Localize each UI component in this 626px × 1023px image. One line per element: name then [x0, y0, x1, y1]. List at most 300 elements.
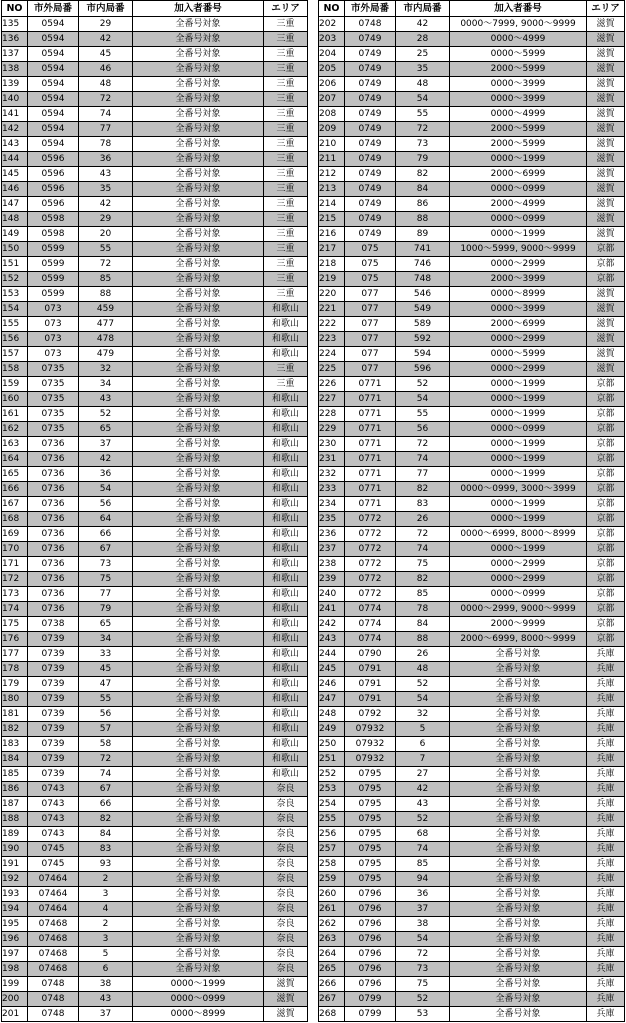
cell-area-code: 0598	[28, 227, 79, 242]
cell-no: 259	[319, 872, 345, 887]
cell-no: 163	[2, 437, 28, 452]
cell-no: 219	[319, 272, 345, 287]
cell-area: 和歌山	[264, 422, 308, 437]
cell-area: 和歌山	[264, 707, 308, 722]
cell-exchange-code: 43	[396, 797, 450, 812]
cell-area: 和歌山	[264, 737, 308, 752]
cell-area: 京都	[587, 257, 625, 272]
table-row	[319, 767, 625, 782]
table-row	[319, 692, 625, 707]
cell-area-code: 0594	[28, 17, 79, 32]
table-row	[2, 512, 308, 527]
cell-area: 三重	[264, 92, 308, 107]
cell-area: 三重	[264, 182, 308, 197]
cell-subscriber-number: 全番号対象	[133, 632, 264, 647]
table-row	[2, 542, 308, 557]
cell-subscriber-number: 全番号対象	[450, 677, 587, 692]
cell-exchange-code: 52	[396, 377, 450, 392]
cell-area-code: 07932	[345, 722, 396, 737]
table-body-right	[319, 17, 625, 1022]
table-row	[2, 197, 308, 212]
cell-no: 151	[2, 257, 28, 272]
cell-exchange-code: 83	[396, 497, 450, 512]
cell-no: 194	[2, 902, 28, 917]
cell-exchange-code: 56	[396, 422, 450, 437]
cell-no: 202	[319, 17, 345, 32]
cell-no: 221	[319, 302, 345, 317]
cell-subscriber-number: 全番号対象	[133, 767, 264, 782]
table-row	[2, 1007, 308, 1022]
table-row	[2, 677, 308, 692]
cell-area-code: 0739	[28, 737, 79, 752]
cell-area: 京都	[587, 452, 625, 467]
cell-area: 和歌山	[264, 752, 308, 767]
cell-area: 奈良	[264, 812, 308, 827]
cell-area: 京都	[587, 542, 625, 557]
cell-area: 兵庫	[587, 827, 625, 842]
cell-exchange-code: 75	[396, 557, 450, 572]
cell-area: 和歌山	[264, 767, 308, 782]
cell-area: 三重	[264, 122, 308, 137]
cell-exchange-code: 78	[396, 602, 450, 617]
cell-area: 京都	[587, 377, 625, 392]
cell-area: 和歌山	[264, 407, 308, 422]
cell-exchange-code: 54	[396, 692, 450, 707]
cell-area: 兵庫	[587, 842, 625, 857]
cell-no: 196	[2, 932, 28, 947]
cell-subscriber-number: 全番号対象	[133, 782, 264, 797]
cell-subscriber-number: 全番号対象	[133, 842, 264, 857]
table-row	[2, 152, 308, 167]
cell-no: 189	[2, 827, 28, 842]
table-row	[319, 602, 625, 617]
table-row	[2, 842, 308, 857]
table-row	[2, 137, 308, 152]
header-subscriber-number: 加入者番号	[133, 1, 264, 17]
cell-no: 179	[2, 677, 28, 692]
cell-subscriber-number: 全番号対象	[133, 407, 264, 422]
cell-area-code: 0736	[28, 542, 79, 557]
cell-area: 三重	[264, 137, 308, 152]
cell-area: 滋賀	[587, 77, 625, 92]
cell-exchange-code: 82	[396, 167, 450, 182]
cell-exchange-code: 25	[396, 47, 450, 62]
cell-exchange-code: 75	[396, 977, 450, 992]
cell-area-code: 0738	[28, 617, 79, 632]
cell-subscriber-number: 2000～5999	[450, 122, 587, 137]
cell-subscriber-number: 全番号対象	[133, 797, 264, 812]
cell-no: 257	[319, 842, 345, 857]
cell-area-code: 0772	[345, 512, 396, 527]
cell-subscriber-number: 全番号対象	[450, 842, 587, 857]
cell-area-code: 0749	[345, 137, 396, 152]
cell-exchange-code: 35	[79, 182, 133, 197]
cell-area-code: 0749	[345, 227, 396, 242]
cell-area: 和歌山	[264, 332, 308, 347]
cell-area-code: 07464	[28, 872, 79, 887]
cell-exchange-code: 459	[79, 302, 133, 317]
cell-subscriber-number: 全番号対象	[133, 62, 264, 77]
table-row	[319, 617, 625, 632]
cell-subscriber-number: 全番号対象	[450, 932, 587, 947]
cell-exchange-code: 546	[396, 287, 450, 302]
cell-area-code: 0791	[345, 677, 396, 692]
cell-area-code: 0594	[28, 137, 79, 152]
cell-no: 237	[319, 542, 345, 557]
table-row	[319, 632, 625, 647]
cell-subscriber-number: 全番号対象	[133, 677, 264, 692]
cell-area: 京都	[587, 392, 625, 407]
header-exchange-code: 市内局番	[396, 1, 450, 17]
cell-subscriber-number: 0000～0999	[450, 587, 587, 602]
cell-area: 兵庫	[587, 992, 625, 1007]
cell-area-code: 077	[345, 332, 396, 347]
cell-subscriber-number: 全番号対象	[133, 527, 264, 542]
table-row	[319, 722, 625, 737]
cell-no: 175	[2, 617, 28, 632]
cell-no: 209	[319, 122, 345, 137]
table-row	[2, 392, 308, 407]
cell-exchange-code: 64	[79, 512, 133, 527]
cell-no: 188	[2, 812, 28, 827]
cell-area-code: 073	[28, 332, 79, 347]
cell-area-code: 0795	[345, 827, 396, 842]
cell-exchange-code: 85	[396, 587, 450, 602]
cell-area-code: 0749	[345, 62, 396, 77]
cell-subscriber-number: 全番号対象	[133, 917, 264, 932]
cell-area-code: 0596	[28, 197, 79, 212]
cell-area: 京都	[587, 587, 625, 602]
cell-exchange-code: 84	[79, 827, 133, 842]
cell-subscriber-number: 0000～1999	[450, 542, 587, 557]
cell-exchange-code: 65	[79, 617, 133, 632]
cell-subscriber-number: 0000～0999, 3000～3999	[450, 482, 587, 497]
cell-no: 240	[319, 587, 345, 602]
cell-no: 147	[2, 197, 28, 212]
cell-area: 和歌山	[264, 467, 308, 482]
cell-exchange-code: 88	[396, 632, 450, 647]
cell-area-code: 0749	[345, 107, 396, 122]
cell-area: 兵庫	[587, 752, 625, 767]
cell-no: 187	[2, 797, 28, 812]
cell-area: 三重	[264, 107, 308, 122]
cell-no: 238	[319, 557, 345, 572]
cell-area-code: 0771	[345, 392, 396, 407]
cell-exchange-code: 741	[396, 242, 450, 257]
cell-exchange-code: 29	[79, 17, 133, 32]
cell-no: 145	[2, 167, 28, 182]
cell-exchange-code: 2	[79, 872, 133, 887]
table-row	[319, 437, 625, 452]
table-row	[319, 467, 625, 482]
table-row	[2, 977, 308, 992]
cell-area-code: 0772	[345, 572, 396, 587]
cell-area-code: 0599	[28, 287, 79, 302]
cell-exchange-code: 34	[79, 377, 133, 392]
cell-area: 滋賀	[587, 302, 625, 317]
cell-area-code: 0795	[345, 782, 396, 797]
cell-area: 京都	[587, 497, 625, 512]
cell-exchange-code: 6	[79, 962, 133, 977]
cell-subscriber-number: 2000～5999	[450, 62, 587, 77]
table-row	[319, 332, 625, 347]
cell-area-code: 075	[345, 272, 396, 287]
cell-subscriber-number: 0000～1999	[450, 512, 587, 527]
cell-subscriber-number: 0000～5999	[450, 47, 587, 62]
cell-exchange-code: 5	[396, 722, 450, 737]
cell-exchange-code: 66	[79, 527, 133, 542]
cell-no: 186	[2, 782, 28, 797]
cell-area-code: 0736	[28, 497, 79, 512]
cell-no: 250	[319, 737, 345, 752]
cell-area-code: 0749	[345, 77, 396, 92]
cell-subscriber-number: 0000～1999	[450, 407, 587, 422]
cell-subscriber-number: 全番号対象	[450, 992, 587, 1007]
cell-subscriber-number: 全番号対象	[133, 212, 264, 227]
table-row	[319, 272, 625, 287]
cell-no: 178	[2, 662, 28, 677]
table-row	[2, 872, 308, 887]
cell-no: 190	[2, 842, 28, 857]
cell-area: 奈良	[264, 887, 308, 902]
cell-area-code: 073	[28, 347, 79, 362]
cell-no: 255	[319, 812, 345, 827]
cell-area: 和歌山	[264, 647, 308, 662]
cell-no: 226	[319, 377, 345, 392]
table-row	[319, 107, 625, 122]
cell-subscriber-number: 全番号対象	[450, 647, 587, 662]
cell-exchange-code: 748	[396, 272, 450, 287]
cell-subscriber-number: 全番号対象	[133, 857, 264, 872]
cell-no: 193	[2, 887, 28, 902]
cell-exchange-code: 66	[79, 797, 133, 812]
cell-subscriber-number: 0000～2999	[450, 557, 587, 572]
cell-subscriber-number: 全番号対象	[450, 917, 587, 932]
cell-exchange-code: 3	[79, 932, 133, 947]
table-row	[319, 587, 625, 602]
table-row	[319, 782, 625, 797]
cell-no: 253	[319, 782, 345, 797]
cell-exchange-code: 32	[396, 707, 450, 722]
header-area: エリア	[264, 1, 308, 17]
table-row	[2, 947, 308, 962]
cell-subscriber-number: 全番号対象	[133, 737, 264, 752]
cell-no: 161	[2, 407, 28, 422]
table-row	[2, 122, 308, 137]
table-row	[319, 47, 625, 62]
cell-subscriber-number: 全番号対象	[133, 512, 264, 527]
table-row	[2, 827, 308, 842]
cell-area-code: 0735	[28, 407, 79, 422]
table-row	[2, 107, 308, 122]
cell-no: 264	[319, 947, 345, 962]
table-row	[319, 167, 625, 182]
table-row	[2, 497, 308, 512]
cell-subscriber-number: 全番号対象	[133, 932, 264, 947]
table-row	[319, 707, 625, 722]
cell-area: 奈良	[264, 782, 308, 797]
cell-exchange-code: 42	[79, 197, 133, 212]
cell-area-code: 0735	[28, 377, 79, 392]
cell-area: 和歌山	[264, 602, 308, 617]
table-row	[2, 17, 308, 32]
cell-exchange-code: 37	[79, 1007, 133, 1022]
cell-exchange-code: 93	[79, 857, 133, 872]
cell-no: 217	[319, 242, 345, 257]
cell-no: 149	[2, 227, 28, 242]
cell-no: 185	[2, 767, 28, 782]
cell-area-code: 0749	[345, 32, 396, 47]
cell-area: 奈良	[264, 797, 308, 812]
cell-subscriber-number: 全番号対象	[133, 47, 264, 62]
cell-exchange-code: 56	[79, 497, 133, 512]
cell-area: 滋賀	[587, 92, 625, 107]
cell-exchange-code: 27	[396, 767, 450, 782]
cell-area: 兵庫	[587, 797, 625, 812]
cell-area-code: 0796	[345, 917, 396, 932]
cell-area: 兵庫	[587, 887, 625, 902]
cell-area: 奈良	[264, 932, 308, 947]
table-row	[2, 962, 308, 977]
cell-exchange-code: 38	[396, 917, 450, 932]
cell-area: 滋賀	[587, 152, 625, 167]
cell-subscriber-number: 0000～0999	[450, 182, 587, 197]
cell-exchange-code: 67	[79, 782, 133, 797]
cell-area: 三重	[264, 377, 308, 392]
table-row	[319, 737, 625, 752]
cell-area: 和歌山	[264, 572, 308, 587]
table-row	[319, 752, 625, 767]
cell-subscriber-number: 0000～5999	[450, 347, 587, 362]
cell-area-code: 0735	[28, 422, 79, 437]
table-row	[2, 242, 308, 257]
table-row	[319, 932, 625, 947]
table-row	[319, 92, 625, 107]
cell-exchange-code: 86	[396, 197, 450, 212]
cell-exchange-code: 74	[396, 542, 450, 557]
cell-area-code: 0739	[28, 662, 79, 677]
cell-exchange-code: 72	[396, 947, 450, 962]
table-row	[319, 32, 625, 47]
cell-exchange-code: 54	[79, 482, 133, 497]
cell-exchange-code: 33	[79, 647, 133, 662]
cell-area: 滋賀	[264, 977, 308, 992]
cell-area-code: 0599	[28, 257, 79, 272]
cell-area: 京都	[587, 437, 625, 452]
cell-exchange-code: 28	[396, 32, 450, 47]
table-row	[319, 572, 625, 587]
cell-area-code: 073	[28, 302, 79, 317]
cell-subscriber-number: 0000～1999	[450, 392, 587, 407]
cell-exchange-code: 52	[396, 992, 450, 1007]
cell-area-code: 0792	[345, 707, 396, 722]
cell-area: 滋賀	[587, 107, 625, 122]
table-row	[319, 992, 625, 1007]
cell-area-code: 073	[28, 317, 79, 332]
cell-area-code: 0594	[28, 47, 79, 62]
cell-area: 兵庫	[587, 692, 625, 707]
cell-no: 139	[2, 77, 28, 92]
cell-area: 和歌山	[264, 722, 308, 737]
cell-area: 和歌山	[264, 392, 308, 407]
table-row	[2, 557, 308, 572]
cell-exchange-code: 46	[79, 62, 133, 77]
cell-no: 165	[2, 467, 28, 482]
cell-no: 213	[319, 182, 345, 197]
table-row	[319, 242, 625, 257]
cell-no: 258	[319, 857, 345, 872]
area-code-table-right	[318, 0, 625, 1022]
cell-exchange-code: 72	[79, 92, 133, 107]
cell-exchange-code: 82	[396, 482, 450, 497]
cell-no: 211	[319, 152, 345, 167]
cell-no: 184	[2, 752, 28, 767]
table-row	[2, 722, 308, 737]
table-row	[319, 812, 625, 827]
cell-subscriber-number: 0000～7999, 9000～9999	[450, 17, 587, 32]
cell-no: 166	[2, 482, 28, 497]
cell-exchange-code: 58	[79, 737, 133, 752]
cell-no: 220	[319, 287, 345, 302]
cell-area: 京都	[587, 572, 625, 587]
cell-subscriber-number: 全番号対象	[450, 812, 587, 827]
cell-area: 兵庫	[587, 962, 625, 977]
cell-area: 兵庫	[587, 932, 625, 947]
cell-area-code: 0749	[345, 197, 396, 212]
cell-subscriber-number: 全番号対象	[133, 812, 264, 827]
cell-area: 和歌山	[264, 437, 308, 452]
cell-area-code: 0795	[345, 842, 396, 857]
cell-subscriber-number: 全番号対象	[133, 377, 264, 392]
cell-subscriber-number: 0000～6999, 8000～8999	[450, 527, 587, 542]
table-row	[2, 797, 308, 812]
cell-subscriber-number: 2000～6999	[450, 317, 587, 332]
cell-area: 滋賀	[587, 137, 625, 152]
cell-exchange-code: 79	[79, 602, 133, 617]
table-row	[319, 872, 625, 887]
cell-area-code: 0594	[28, 77, 79, 92]
cell-exchange-code: 35	[396, 62, 450, 77]
cell-subscriber-number: 全番号対象	[133, 422, 264, 437]
cell-exchange-code: 37	[79, 437, 133, 452]
cell-exchange-code: 74	[396, 452, 450, 467]
cell-exchange-code: 72	[79, 752, 133, 767]
cell-no: 198	[2, 962, 28, 977]
cell-exchange-code: 82	[396, 572, 450, 587]
table-row	[2, 737, 308, 752]
cell-area: 三重	[264, 77, 308, 92]
cell-subscriber-number: 0000～0999	[450, 212, 587, 227]
header-row	[319, 1, 625, 17]
cell-exchange-code: 56	[79, 707, 133, 722]
cell-area-code: 0736	[28, 572, 79, 587]
table-row	[2, 707, 308, 722]
cell-subscriber-number: 全番号対象	[133, 557, 264, 572]
cell-exchange-code: 55	[79, 692, 133, 707]
cell-exchange-code: 84	[396, 617, 450, 632]
cell-subscriber-number: 2000～6999, 8000～9999	[450, 632, 587, 647]
cell-area-code: 0739	[28, 722, 79, 737]
cell-subscriber-number: 全番号対象	[450, 767, 587, 782]
cell-subscriber-number: 全番号対象	[133, 827, 264, 842]
cell-area: 京都	[587, 422, 625, 437]
cell-no: 154	[2, 302, 28, 317]
cell-subscriber-number: 全番号対象	[133, 602, 264, 617]
table-row	[2, 167, 308, 182]
cell-subscriber-number: 全番号対象	[133, 302, 264, 317]
cell-exchange-code: 36	[79, 467, 133, 482]
cell-area-code: 0774	[345, 617, 396, 632]
